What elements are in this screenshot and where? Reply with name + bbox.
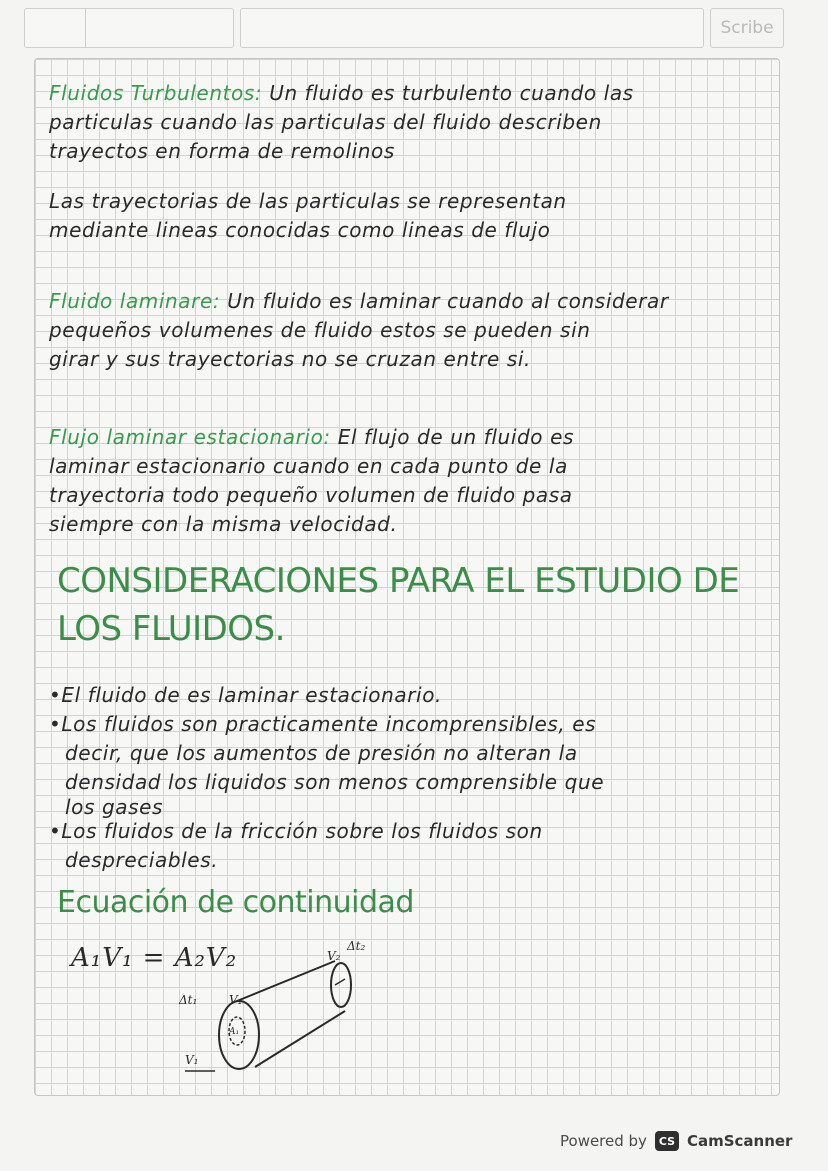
continuity-equation: A₁V₁ = A₂V₂ xyxy=(71,943,238,973)
bullet-3-line-1: •Los fluidos de la fricción sobre los fluidos son xyxy=(49,819,543,843)
bullet-2-line-4: los gases xyxy=(65,795,164,819)
camscanner-name: CamScanner xyxy=(686,1132,793,1150)
laminar-line-3: girar y sus trayectorias no se cruzan entre si. xyxy=(49,347,531,371)
turbulent-line-2: particulas cuando las particulas del fluido describen xyxy=(49,110,602,134)
bullet-2-line-1: •Los fluidos son practicamente incomprensibles, es xyxy=(49,712,597,736)
camscanner-footer xyxy=(560,1128,792,1154)
section-heading-line-1: CONSIDERACIONES PARA EL ESTUDIO DE xyxy=(57,561,740,601)
steady-paragraph xyxy=(49,423,773,539)
steady-line-2: laminar estacionario cuando en cada punto de la xyxy=(49,454,568,478)
turbulent-title: Fluidos Turbulentos: xyxy=(49,81,263,105)
label-a1: A₁ xyxy=(229,1027,240,1037)
label-v1-top: V₁ xyxy=(229,993,243,1007)
camscanner-logo-icon: CS xyxy=(655,1131,679,1151)
laminar-paragraph xyxy=(49,287,773,374)
bullet-3-line-2: despreciables. xyxy=(65,848,219,872)
scribe-header xyxy=(24,4,784,50)
turbulent-line-1: Un fluido es turbulento cuando las xyxy=(262,81,634,105)
steady-line-4: siempre con la misma velocidad. xyxy=(49,512,398,536)
bullet-1: •El fluido de es laminar estacionario. xyxy=(49,683,442,707)
header-field-left xyxy=(24,8,234,48)
steady-line-1: El flujo de un fluido es xyxy=(330,425,574,449)
trajectories-paragraph xyxy=(49,187,773,245)
brand-logo: Scribe xyxy=(710,8,784,48)
laminar-line-1: Un fluido es laminar cuando al considerar xyxy=(220,289,669,313)
section-heading-line-2: LOS FLUIDOS. xyxy=(57,609,285,649)
turbulent-paragraph xyxy=(49,79,773,166)
steady-title: Flujo laminar estacionario: xyxy=(49,425,331,449)
notebook-page xyxy=(34,58,780,1096)
laminar-title: Fluido laminare: xyxy=(49,289,221,313)
turbulent-line-3: trayectos en forma de remolinos xyxy=(49,139,395,163)
continuity-title: Ecuación de continuidad xyxy=(57,885,414,920)
bullet-2-line-2: decir, que los aumentos de presión no alteran la xyxy=(65,741,578,765)
pipe-flow-diagram xyxy=(175,939,395,1089)
label-v2: V₂ xyxy=(327,949,341,963)
label-v1-bottom: V₁ xyxy=(185,1053,199,1067)
steady-line-3: trayectoria todo pequeño volumen de fluido pasa xyxy=(49,483,573,507)
label-delta-t1: Δt₁ xyxy=(179,993,198,1007)
section-heading xyxy=(57,557,757,653)
trajectories-line-1: Las trayectorias de las particulas se representan xyxy=(49,189,567,213)
laminar-line-2: pequeños volumenes de fluido estos se pueden sin xyxy=(49,318,591,342)
label-delta-t2: Δt₂ xyxy=(347,939,366,953)
considerations-list xyxy=(49,681,773,875)
powered-by-text: Powered by xyxy=(560,1132,647,1150)
trajectories-line-2: mediante lineas conocidas como lineas de flujo xyxy=(49,218,551,242)
bullet-2-line-3: densidad los liquidos son menos comprensible que xyxy=(65,770,605,794)
header-field-middle xyxy=(240,8,704,48)
